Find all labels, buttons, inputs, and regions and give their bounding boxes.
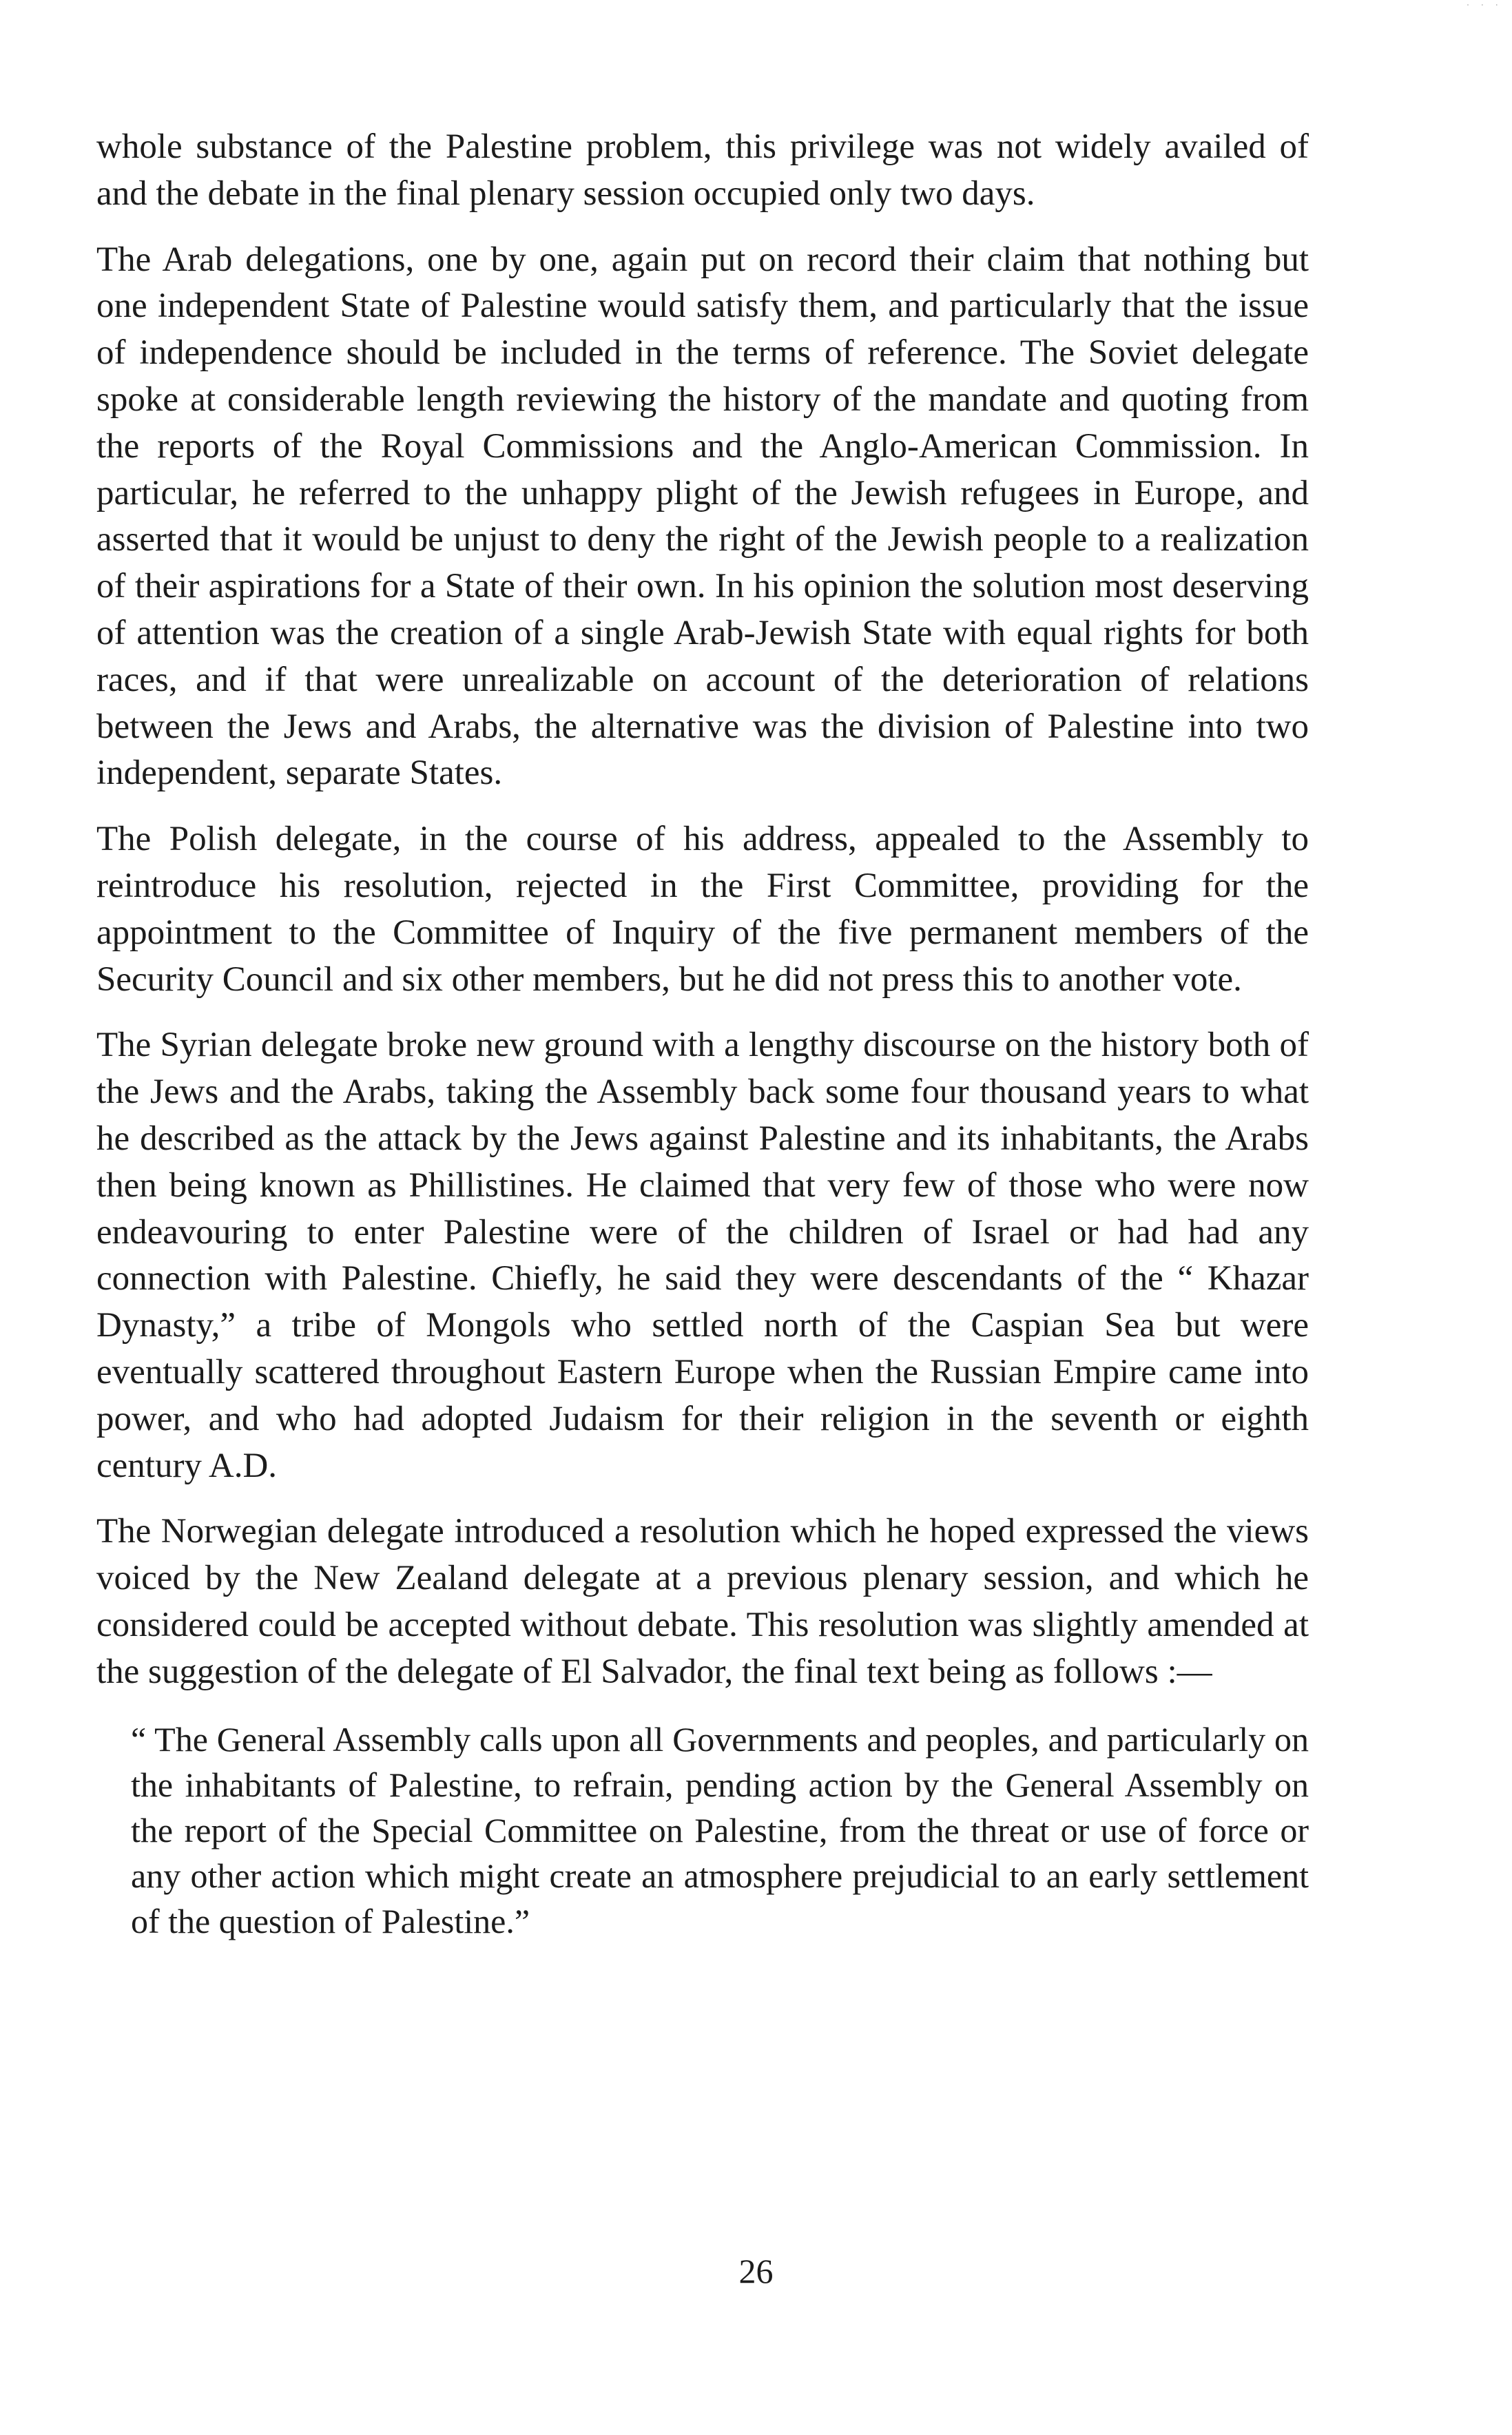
paragraph-syrian-delegate: The Syrian delegate broke new ground with a lengthy discourse on the history both of the Jews and the Arabs, taking the Assembly back some four thousand years to what he described as the attack by the Jews against Palestine and its inhabitants, the Arabs then being known as Phillistines. He claimed that very few of those who were now endeavouring to enter Palestine were of the children of Israel or had had any connection with Palestine. Chiefly, he said they were descendants of the “ Khazar Dynasty,” a tribe of Mongols who settled north of the Caspian Sea but were eventually scattered throughout Eastern Europe when the Russian Empire came into power, and who had adopted Judaism for their religion in the seventh or eighth century A.D. (96, 1026, 1309, 1485)
page-number: 26 (738, 2252, 774, 2290)
paragraph-polish-delegate: The Polish delegate, in the course of his address, appealed to the Assembly to reintroduce his resolution, rejected in the First Committee, providing for the appointment to the Committee of Inquiry of the five permanent members of the Security Council and six other members, but he did not press this to another vote. (96, 820, 1309, 999)
paragraph-arab-delegations: The Arab delegations, one by one, again put on record their claim that nothing but one independent State of Palestine would satisfy them, and particularly that the issue of independence should be included in the terms of reference. The Soviet delegate spoke at considerable length reviewing the history of the mandate and quoting from the reports of the Royal Commissions and the Anglo-American Commission. In particular, he referred to the unhappy plight of the Jewish refugees in Europe, and asserted that it would be unjust to deny the right of the Jewish people to a realization of their aspirations for a State of their own. In his opinion the solution most deserving of attention was the creation of a single Arab-Jewish State with equal rights for both races, and if that were unrealizable on account of the deterioration of relations between the Jews and Arabs, the alternative was the division of Palestine into two independent, separate States. (96, 240, 1309, 793)
paragraph-norwegian-delegate: The Norwegian delegate introduced a resolution which he hoped expressed the views voiced by the New Zealand delegate at a previous plenary session, and which he considered could be accepted without debate. This resolution was slightly amended at the suggestion of the delegate of El Salvador, the final text being as follows :— (96, 1512, 1309, 1691)
scan-edge-mark: · · · (1466, 0, 1502, 11)
paragraph-continuation: whole substance of the Palestine problem, this privilege was not widely availed of and the debate in the final plenary session occupied only two days. (96, 127, 1309, 213)
resolution-quote: “ The General Assembly calls upon all Governments and peoples, and particularly on the inhabitants of Palestine, to refrain, pending action by the General Assembly on the report of the Special Committee on Palestine, from the threat or use of force or any other action which might create an atmosphere prejudicial to an early settlement of the question of Palestine.” (131, 1719, 1309, 1940)
document-page (96, 124, 1309, 1944)
